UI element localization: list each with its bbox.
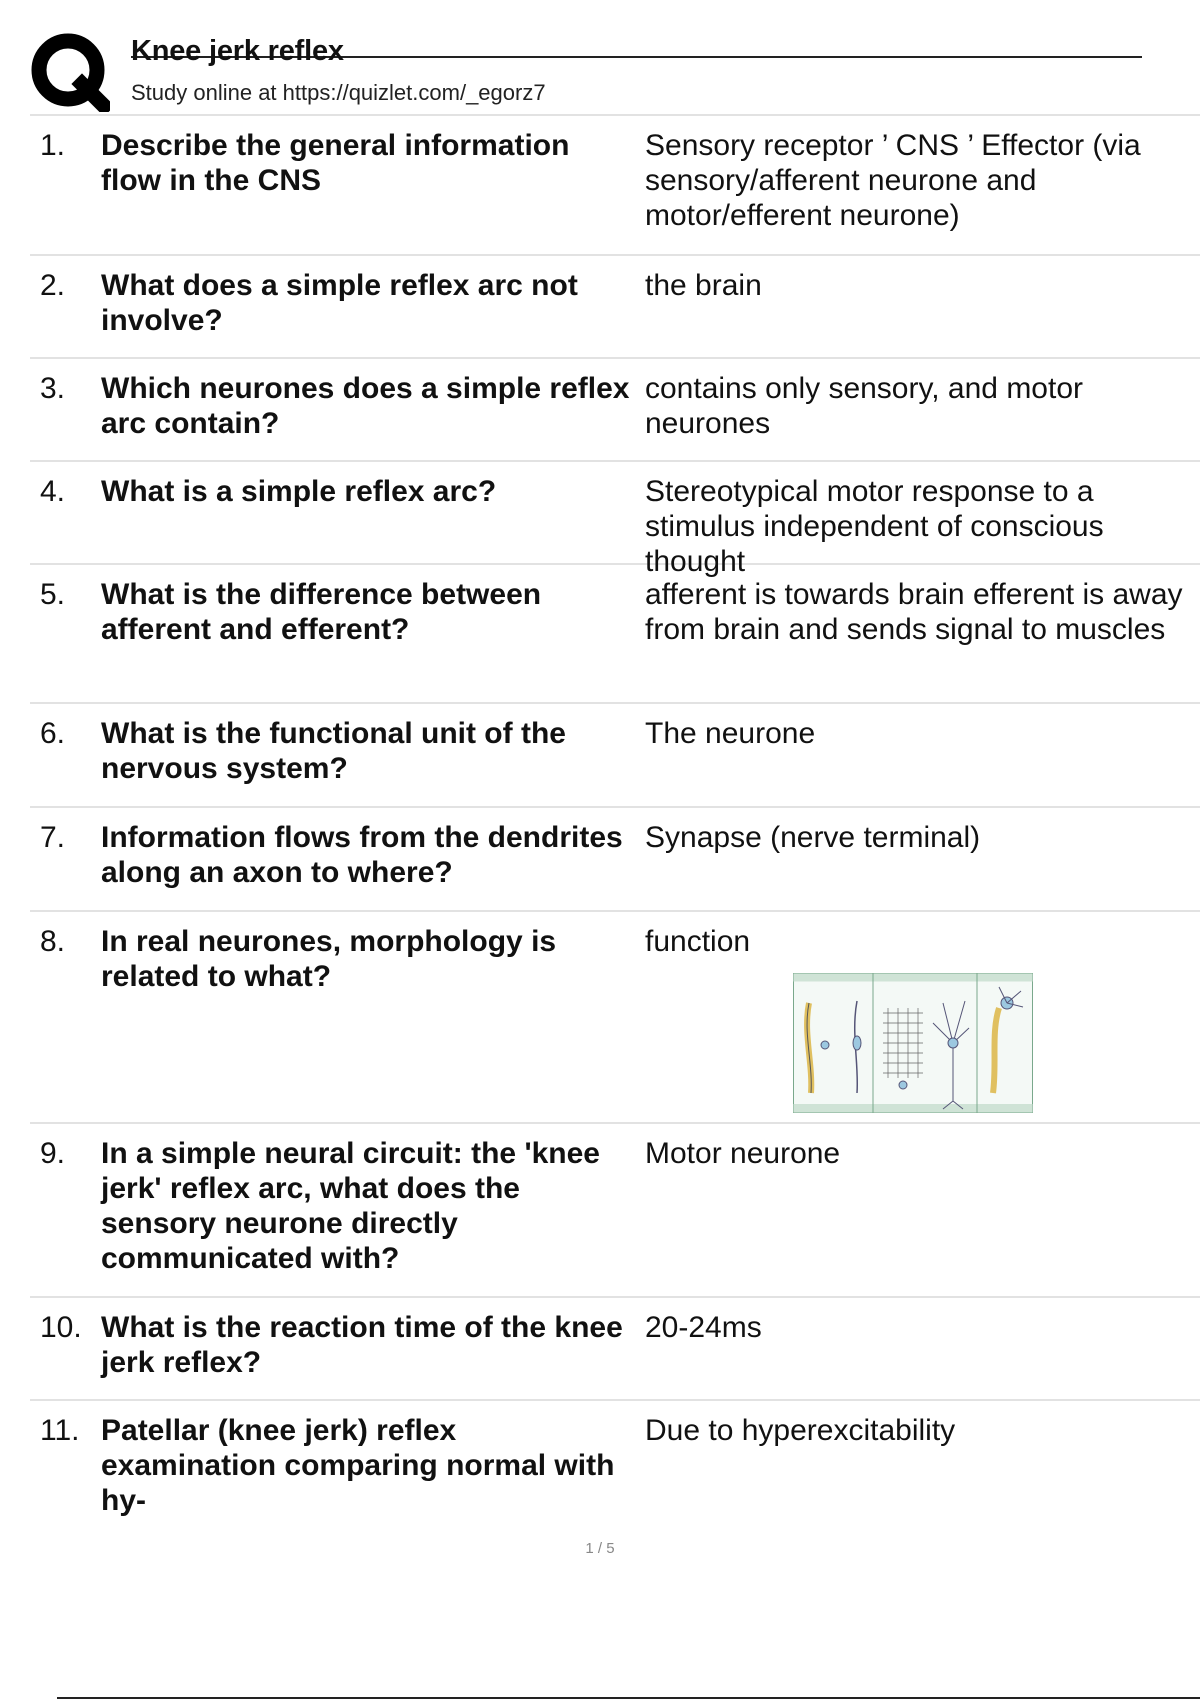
- flashcard: [30, 806, 1200, 910]
- card-definition: function: [645, 925, 751, 958]
- card-term: Information flows from the dendrites along an axon to where?: [101, 821, 623, 889]
- page-title: Knee jerk reflex: [131, 35, 344, 67]
- card-term: What does a simple reflex arc not involve?: [101, 269, 578, 337]
- flashcard: [30, 254, 1200, 357]
- page-number: 1 / 5: [585, 1540, 615, 1557]
- bottom-rule: [57, 1697, 1200, 1699]
- study-link[interactable]: Study online at https://quizlet.com/_egorz7: [131, 80, 546, 105]
- card-number: 2.: [40, 269, 66, 302]
- quizlet-logo-icon: [30, 32, 110, 112]
- card-definition: 20-24ms: [645, 1311, 762, 1344]
- card-term: Which neurones does a simple reflex arc contain?: [101, 372, 630, 440]
- card-number: 4.: [40, 475, 66, 508]
- card-number: 10.: [40, 1311, 82, 1344]
- flashcard: [30, 563, 1200, 702]
- card-definition: Stereotypical motor response to a stimulus independent of conscious thought: [645, 475, 1104, 578]
- card-number: 3.: [40, 372, 66, 405]
- card-definition: Sensory receptor ’ CNS ’ Effector (via sensory/afferent neurone and motor/efferent neurone): [645, 129, 1141, 232]
- card-number: 6.: [40, 717, 66, 750]
- card-definition: Due to hyperexcitability: [645, 1414, 956, 1447]
- flashcard: [30, 1296, 1200, 1399]
- card-number: 9.: [40, 1137, 66, 1170]
- flashcard: [30, 460, 1200, 578]
- card-term: Patellar (knee jerk) reflex examination comparing normal with hy-: [101, 1414, 615, 1517]
- card-definition: Synapse (nerve terminal): [645, 821, 981, 854]
- card-number: 7.: [40, 821, 66, 854]
- flashcard: [30, 702, 1200, 806]
- flashcard-list: [30, 114, 1200, 1517]
- neuron-morphology-diagram-icon: [793, 973, 1033, 1113]
- card-definition-block: [641, 924, 1196, 1108]
- card-term: In real neurones, morphology is related to what?: [101, 925, 557, 993]
- flashcard: [30, 1122, 1200, 1296]
- card-term: What is the functional unit of the nervous system?: [101, 717, 566, 785]
- card-definition: the brain: [645, 269, 762, 302]
- card-term: What is the reaction time of the knee jerk reflex?: [101, 1311, 623, 1379]
- card-term: What is the difference between afferent and efferent?: [101, 578, 542, 646]
- flashcard: [30, 910, 1200, 1122]
- card-definition: The neurone: [645, 717, 816, 750]
- card-term: What is a simple reflex arc?: [101, 475, 497, 508]
- card-number: 1.: [40, 129, 66, 162]
- card-number: 8.: [40, 925, 66, 958]
- page-header: [30, 32, 1142, 112]
- card-definition: afferent is towards brain efferent is away from brain and sends signal to muscles: [645, 578, 1183, 646]
- card-number: 11.: [40, 1414, 80, 1447]
- card-term: In a simple neural circuit: the 'knee jerk' reflex arc, what does the sensory neurone directly communicated with?: [101, 1137, 600, 1275]
- flashcard: [30, 114, 1200, 254]
- card-definition: contains only sensory, and motor neurones: [645, 372, 1084, 440]
- flashcard: [30, 357, 1200, 460]
- card-term: Describe the general information flow in the CNS: [101, 129, 570, 197]
- card-definition: Motor neurone: [645, 1137, 841, 1170]
- flashcard: [30, 1399, 1200, 1517]
- card-number: 5.: [40, 578, 66, 611]
